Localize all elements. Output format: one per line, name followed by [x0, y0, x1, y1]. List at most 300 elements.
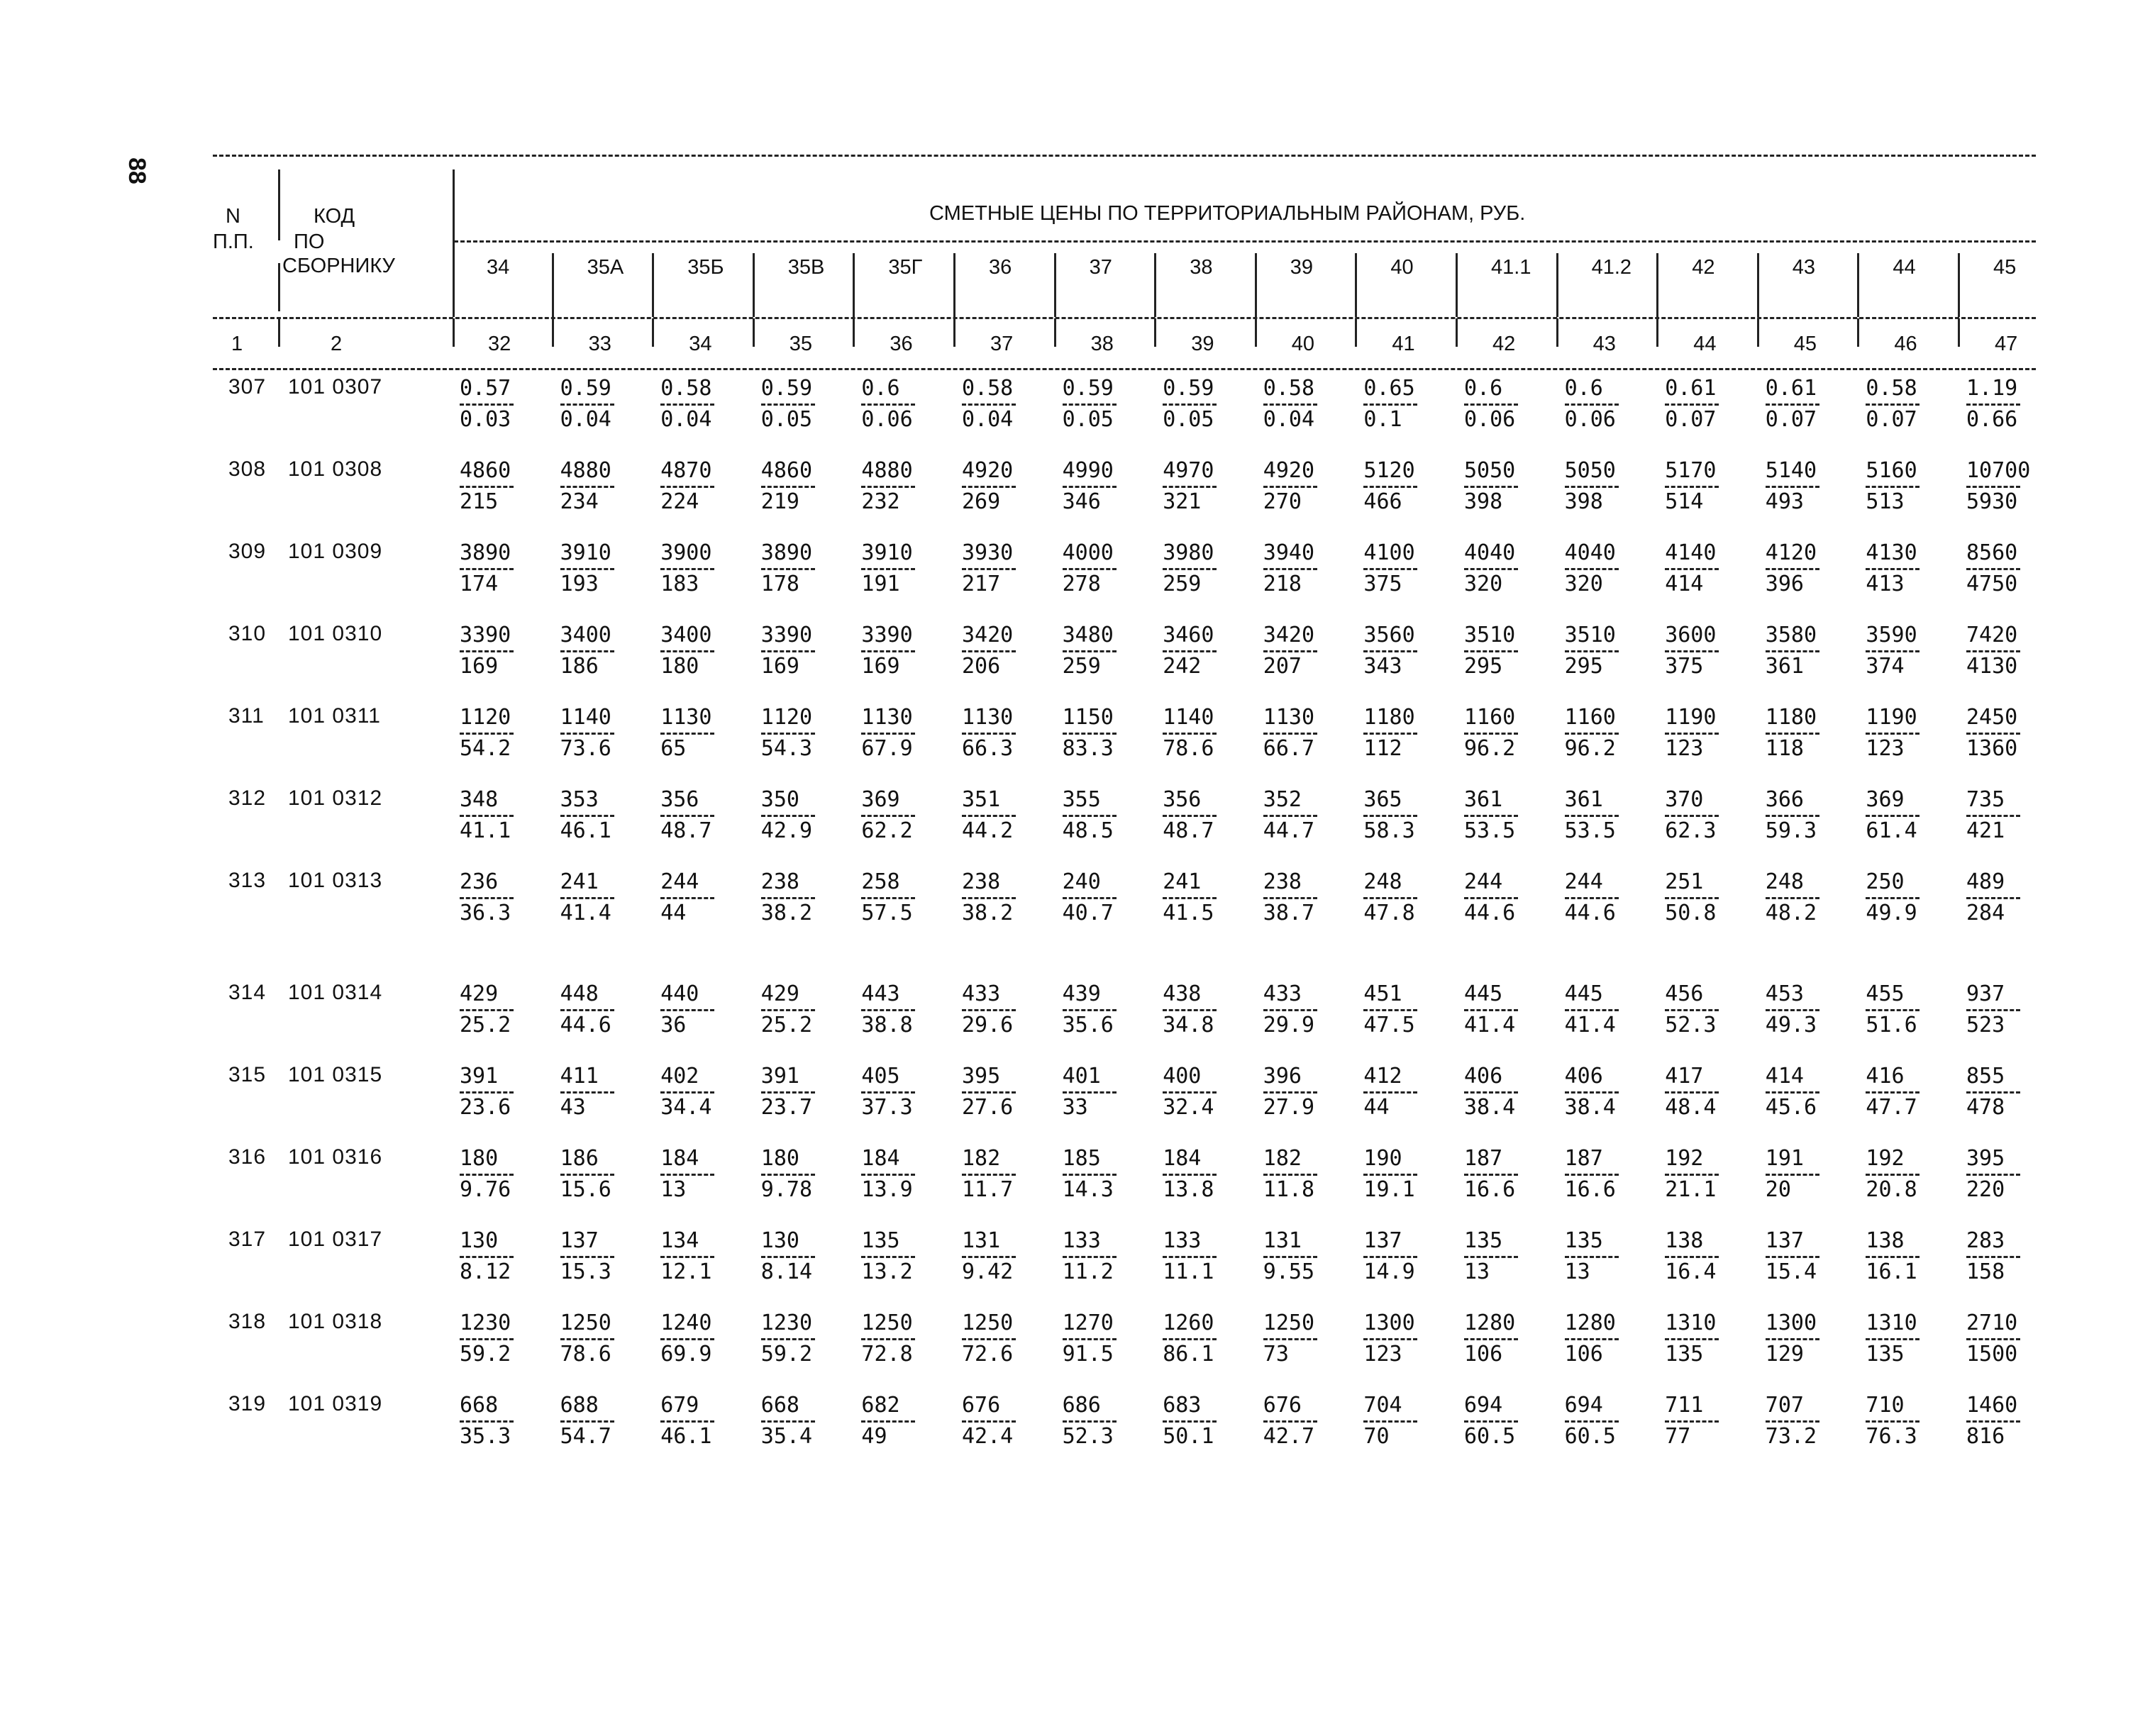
price-total: 2450 [1966, 705, 2018, 730]
price-total: 134 [660, 1228, 699, 1253]
row-code: 101 0309 [288, 540, 383, 563]
price-cell [1063, 375, 1153, 433]
price-total: 704 [1363, 1393, 1402, 1418]
price-component: 49 [861, 1424, 887, 1449]
price-total: 135 [861, 1228, 900, 1253]
fraction-bar [962, 815, 1016, 817]
price-component: 21.1 [1665, 1177, 1717, 1202]
fraction-bar [1866, 1338, 1919, 1340]
price-total: 356 [1163, 787, 1202, 812]
price-cell [1063, 457, 1153, 516]
fraction-bar [460, 815, 514, 817]
price-cell [1163, 786, 1253, 845]
price-total: 391 [760, 1064, 799, 1089]
price-component: 13 [1464, 1259, 1490, 1284]
price-total: 0.59 [760, 376, 813, 401]
table-row [213, 1386, 2036, 1469]
price-cell [1966, 540, 2057, 598]
price-cell [1766, 375, 1856, 433]
fraction-bar [1966, 568, 2020, 570]
price-total: 365 [1363, 787, 1402, 812]
table-row [213, 1140, 2036, 1222]
price-cell [1063, 869, 1153, 927]
fraction-bar [1163, 404, 1217, 406]
price-total: 3400 [560, 623, 611, 647]
fraction-bar [1163, 568, 1217, 570]
price-total: 414 [1765, 1064, 1804, 1089]
price-total: 4140 [1665, 540, 1717, 565]
price-total: 186 [560, 1146, 599, 1171]
col-divider [753, 318, 755, 347]
price-component: 135 [1866, 1342, 1905, 1367]
fraction-bar [1464, 733, 1518, 735]
fraction-bar [1263, 1256, 1317, 1258]
price-total: 369 [861, 787, 900, 812]
row-number: 318 [228, 1310, 267, 1333]
price-cell [1263, 981, 1354, 1039]
fraction-bar [1565, 1256, 1619, 1258]
col-divider [1656, 318, 1658, 347]
price-component: 169 [460, 654, 499, 679]
fraction-bar [1565, 815, 1619, 817]
fraction-bar [1464, 1338, 1518, 1340]
price-component: 0.05 [760, 407, 813, 432]
price-cell [1766, 1310, 1856, 1368]
price-component: 278 [1062, 572, 1101, 596]
col-divider [552, 253, 554, 317]
price-total: 1230 [460, 1311, 511, 1335]
fraction-bar [1063, 733, 1117, 735]
col-divider [1456, 318, 1458, 347]
price-cell [1263, 869, 1354, 927]
price-component: 284 [1966, 901, 2005, 925]
column-number: 45 [1793, 333, 1817, 355]
header-n: N [226, 205, 240, 228]
price-component: 206 [962, 654, 1001, 679]
fraction-bar [660, 1091, 714, 1094]
price-component: 58.3 [1363, 818, 1415, 843]
price-total: 1280 [1564, 1311, 1616, 1335]
price-component: 44 [660, 901, 687, 925]
price-component: 47.5 [1363, 1013, 1415, 1037]
price-cell [1866, 786, 1956, 845]
price-component: 0.04 [1263, 407, 1315, 432]
price-component: 346 [1062, 489, 1101, 514]
fraction-bar [861, 1420, 915, 1423]
price-cell [1766, 622, 1856, 680]
price-total: 682 [861, 1393, 900, 1418]
price-total: 400 [1163, 1064, 1202, 1089]
fraction-bar [1766, 1338, 1819, 1340]
fraction-bar [1766, 650, 1819, 652]
price-cell [1464, 786, 1555, 845]
price-total: 180 [460, 1146, 499, 1171]
price-cell [1163, 704, 1253, 762]
fraction-bar [460, 897, 514, 899]
price-total: 248 [1765, 869, 1804, 894]
price-cell [861, 1145, 952, 1203]
fraction-bar [660, 1338, 714, 1340]
price-cell [1866, 457, 1956, 516]
district-header: 38 [1190, 256, 1213, 279]
price-component: 207 [1263, 654, 1302, 679]
fraction-bar [761, 897, 815, 899]
price-total: 190 [1363, 1146, 1402, 1171]
fraction-bar [1464, 1091, 1518, 1094]
price-component: 169 [760, 654, 799, 679]
col-divider [453, 318, 455, 347]
price-total: 3980 [1163, 540, 1214, 565]
price-total: 3580 [1765, 623, 1817, 647]
price-total: 0.6 [1564, 376, 1603, 401]
price-component: 11.7 [962, 1177, 1014, 1202]
fraction-bar [761, 1174, 815, 1176]
table-row [213, 863, 2036, 945]
price-component: 0.66 [1966, 407, 2018, 432]
price-cell [660, 869, 751, 927]
price-component: 1500 [1966, 1342, 2018, 1367]
price-component: 193 [560, 572, 599, 596]
price-component: 47.7 [1866, 1095, 1917, 1120]
fraction-bar [761, 733, 815, 735]
fraction-bar [962, 404, 1016, 406]
price-component: 48.7 [660, 818, 712, 843]
price-component: 60.5 [1464, 1424, 1516, 1449]
price-cell [1766, 1228, 1856, 1286]
fraction-bar [1866, 1420, 1919, 1423]
price-total: 0.59 [560, 376, 611, 401]
price-component: 0.07 [1665, 407, 1717, 432]
fraction-bar [962, 1174, 1016, 1176]
price-cell [1263, 622, 1354, 680]
fraction-bar [460, 486, 514, 488]
price-component: 38.4 [1564, 1095, 1616, 1120]
price-total: 402 [660, 1064, 699, 1089]
price-total: 1120 [760, 705, 813, 730]
header-code-2: ПО [294, 230, 325, 253]
price-component: 38.8 [861, 1013, 913, 1037]
fraction-bar [1866, 897, 1919, 899]
price-component: 25.2 [760, 1013, 813, 1037]
price-total: 352 [1263, 787, 1302, 812]
price-component: 69.9 [660, 1342, 712, 1367]
price-cell [861, 457, 952, 516]
price-cell [761, 981, 852, 1039]
row-code: 101 0310 [288, 622, 383, 645]
price-total: 688 [560, 1393, 599, 1418]
price-total: 3420 [962, 623, 1014, 647]
fraction-bar [560, 1256, 614, 1258]
fraction-bar [861, 1009, 915, 1011]
price-component: 375 [1665, 654, 1704, 679]
price-component: 396 [1765, 572, 1804, 596]
fraction-bar [1464, 650, 1518, 652]
fraction-bar [1966, 815, 2020, 817]
price-component: 61.4 [1866, 818, 1917, 843]
price-component: 123 [1363, 1342, 1402, 1367]
price-total: 412 [1363, 1064, 1402, 1089]
price-component: 27.6 [962, 1095, 1014, 1120]
table-row [213, 1304, 2036, 1386]
fraction-bar [1063, 1256, 1117, 1258]
price-component: 62.2 [861, 818, 913, 843]
price-total: 283 [1966, 1228, 2005, 1253]
price-total: 1260 [1163, 1311, 1214, 1335]
price-cell [1565, 869, 1656, 927]
fraction-bar [1363, 733, 1417, 735]
price-component: 36.3 [460, 901, 511, 925]
price-cell [761, 869, 852, 927]
fraction-bar [560, 1420, 614, 1423]
price-component: 259 [1062, 654, 1101, 679]
price-component: 49.3 [1765, 1013, 1817, 1037]
price-component: 45.6 [1765, 1095, 1817, 1120]
price-total: 7420 [1966, 623, 2018, 647]
price-cell [861, 1228, 952, 1286]
price-cell [1163, 540, 1253, 598]
col-divider [1656, 253, 1658, 317]
table-row [213, 781, 2036, 863]
price-total: 3890 [460, 540, 511, 565]
price-cell [962, 704, 1053, 762]
price-component: 12.1 [660, 1259, 712, 1284]
col-divider [953, 318, 955, 347]
price-component: 270 [1263, 489, 1302, 514]
row-number: 315 [228, 1063, 267, 1086]
price-component: 32.4 [1163, 1095, 1214, 1120]
price-cell [560, 704, 651, 762]
fraction-bar [560, 733, 614, 735]
price-cell [861, 786, 952, 845]
price-cell [1565, 981, 1656, 1039]
fraction-bar [1766, 1420, 1819, 1423]
price-total: 0.57 [460, 376, 511, 401]
price-cell [660, 704, 751, 762]
fraction-bar [1263, 404, 1317, 406]
fraction-bar [1063, 897, 1117, 899]
table-row [213, 534, 2036, 616]
price-total: 1140 [560, 705, 611, 730]
table-row [213, 975, 2036, 1057]
fraction-bar [962, 650, 1016, 652]
price-total: 3910 [861, 540, 913, 565]
fraction-bar [1966, 1091, 2020, 1094]
column-number: 37 [990, 333, 1014, 355]
column-number: 32 [488, 333, 511, 355]
fraction-bar [1866, 733, 1919, 735]
table-body [213, 369, 2036, 1469]
fraction-bar [460, 1256, 514, 1258]
price-component: 183 [660, 572, 699, 596]
price-total: 4990 [1062, 458, 1114, 483]
price-total: 184 [1163, 1146, 1202, 1171]
price-component: 50.8 [1665, 901, 1717, 925]
fraction-bar [1464, 1174, 1518, 1176]
fraction-bar [1565, 1338, 1619, 1340]
price-cell [1966, 1310, 2057, 1368]
price-component: 106 [1464, 1342, 1503, 1367]
price-cell [1866, 1228, 1956, 1286]
price-total: 184 [660, 1146, 699, 1171]
price-cell [460, 1310, 550, 1368]
price-cell [1665, 1228, 1756, 1286]
fraction-bar [1665, 1174, 1719, 1176]
price-component: 0.04 [560, 407, 611, 432]
fraction-bar [1363, 650, 1417, 652]
price-cell [1866, 622, 1956, 680]
price-component: 86.1 [1163, 1342, 1214, 1367]
price-cell [660, 457, 751, 516]
price-component: 466 [1363, 489, 1402, 514]
fraction-bar [560, 1338, 614, 1340]
price-total: 4860 [760, 458, 813, 483]
price-cell [1163, 375, 1253, 433]
price-component: 259 [1163, 572, 1202, 596]
price-total: 3900 [660, 540, 712, 565]
price-total: 405 [861, 1064, 900, 1089]
price-cell [861, 540, 952, 598]
price-total: 1310 [1866, 1311, 1917, 1335]
row-code: 101 0318 [288, 1310, 383, 1333]
row-code: 101 0316 [288, 1145, 383, 1169]
price-component: 38.2 [962, 901, 1014, 925]
row-number: 313 [228, 869, 267, 892]
price-cell [1363, 981, 1454, 1039]
price-total: 192 [1665, 1146, 1704, 1171]
price-component: 48.4 [1665, 1095, 1717, 1120]
price-component: 0.1 [1363, 407, 1402, 432]
price-component: 59.3 [1765, 818, 1817, 843]
price-total: 370 [1665, 787, 1704, 812]
price-total: 406 [1464, 1064, 1503, 1089]
column-number: 43 [1592, 333, 1616, 355]
price-component: 320 [1564, 572, 1603, 596]
price-component: 44 [1363, 1095, 1390, 1120]
price-total: 1.19 [1966, 376, 2018, 401]
price-cell [1966, 375, 2057, 433]
price-component: 46.1 [660, 1424, 712, 1449]
fraction-bar [1163, 1091, 1217, 1094]
district-header: 35А [587, 256, 624, 279]
price-total: 668 [460, 1393, 499, 1418]
price-component: 269 [962, 489, 1001, 514]
fraction-bar [1163, 1338, 1217, 1340]
row-number: 317 [228, 1228, 267, 1251]
fraction-bar [660, 404, 714, 406]
price-total: 0.61 [1765, 376, 1817, 401]
price-component: 29.6 [962, 1013, 1014, 1037]
price-total: 4130 [1866, 540, 1917, 565]
price-cell [1263, 1145, 1354, 1203]
fraction-bar [1063, 1338, 1117, 1340]
price-total: 138 [1866, 1228, 1905, 1253]
column-number: 41 [1392, 333, 1415, 355]
price-component: 295 [1464, 654, 1503, 679]
price-cell [1866, 1145, 1956, 1203]
table-row [213, 1057, 2036, 1140]
price-total: 1180 [1765, 705, 1817, 730]
price-cell [460, 1145, 550, 1203]
fraction-bar [1665, 733, 1719, 735]
price-total: 192 [1866, 1146, 1905, 1171]
price-cell [962, 622, 1053, 680]
price-component: 49.9 [1866, 901, 1917, 925]
fraction-bar [460, 404, 514, 406]
price-total: 4100 [1363, 540, 1415, 565]
fraction-bar [1363, 404, 1417, 406]
price-cell [560, 1145, 651, 1203]
price-cell [560, 622, 651, 680]
price-cell [861, 869, 952, 927]
price-component: 60.5 [1564, 1424, 1616, 1449]
fraction-bar [1866, 1256, 1919, 1258]
fraction-bar [1363, 1256, 1417, 1258]
price-total: 453 [1765, 981, 1804, 1006]
col-divider [1255, 318, 1257, 347]
price-component: 66.7 [1263, 736, 1315, 761]
price-component: 52.3 [1665, 1013, 1717, 1037]
price-component: 9.78 [760, 1177, 813, 1202]
price-cell [660, 981, 751, 1039]
district-header: 41.1 [1491, 256, 1531, 279]
price-component: 27.9 [1263, 1095, 1315, 1120]
price-cell [962, 540, 1053, 598]
price-cell [861, 622, 952, 680]
fraction-bar [460, 733, 514, 735]
price-cell [1565, 1310, 1656, 1368]
row-code: 101 0308 [288, 457, 383, 481]
price-cell [1866, 1310, 1956, 1368]
price-total: 3390 [760, 623, 813, 647]
price-cell [861, 1063, 952, 1121]
price-cell [1665, 1392, 1756, 1450]
price-cell [1966, 1063, 2057, 1121]
price-total: 180 [760, 1146, 799, 1171]
price-cell [761, 540, 852, 598]
price-total: 0.58 [1263, 376, 1315, 401]
price-total: 686 [1062, 1393, 1101, 1418]
col-divider [1054, 318, 1056, 347]
fraction-bar [1866, 815, 1919, 817]
column-number: 34 [689, 333, 712, 355]
price-cell [761, 457, 852, 516]
price-cell [1665, 540, 1756, 598]
fraction-bar [1866, 1009, 1919, 1011]
price-cell [1263, 704, 1354, 762]
price-total: 429 [760, 981, 799, 1006]
fraction-bar [962, 897, 1016, 899]
price-cell [460, 704, 550, 762]
price-total: 1160 [1564, 705, 1616, 730]
price-total: 369 [1866, 787, 1905, 812]
fraction-bar [1565, 1009, 1619, 1011]
price-total: 1190 [1866, 705, 1917, 730]
price-cell [1063, 622, 1153, 680]
price-component: 53.5 [1564, 818, 1616, 843]
price-component: 48.7 [1163, 818, 1214, 843]
row-code: 101 0314 [288, 981, 383, 1004]
price-component: 16.4 [1665, 1259, 1717, 1284]
price-component: 73 [1263, 1342, 1289, 1367]
price-total: 406 [1564, 1064, 1603, 1089]
fraction-bar [1263, 1009, 1317, 1011]
price-total: 133 [1062, 1228, 1101, 1253]
fraction-bar [1565, 650, 1619, 652]
price-total: 1310 [1665, 1311, 1717, 1335]
price-total: 4880 [861, 458, 913, 483]
price-total: 351 [962, 787, 1001, 812]
price-total: 391 [460, 1064, 499, 1089]
